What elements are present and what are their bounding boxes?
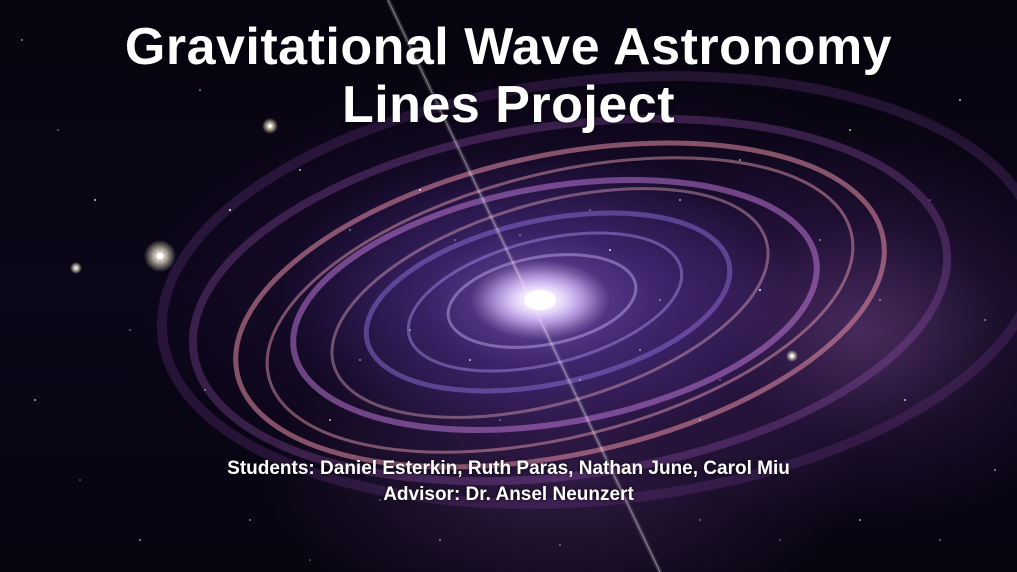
title-line-2: Lines Project (341, 76, 676, 134)
advisor-line: Advisor: Dr. Ansel Neunzert (383, 484, 634, 505)
students-line: Students: Daniel Esterkin, Ruth Paras, Nathan June, Carol Miu (227, 458, 790, 479)
credits (0, 456, 1017, 508)
slide-title (0, 18, 1017, 134)
title-line-1: Gravitational Wave Astronomy (124, 18, 893, 76)
